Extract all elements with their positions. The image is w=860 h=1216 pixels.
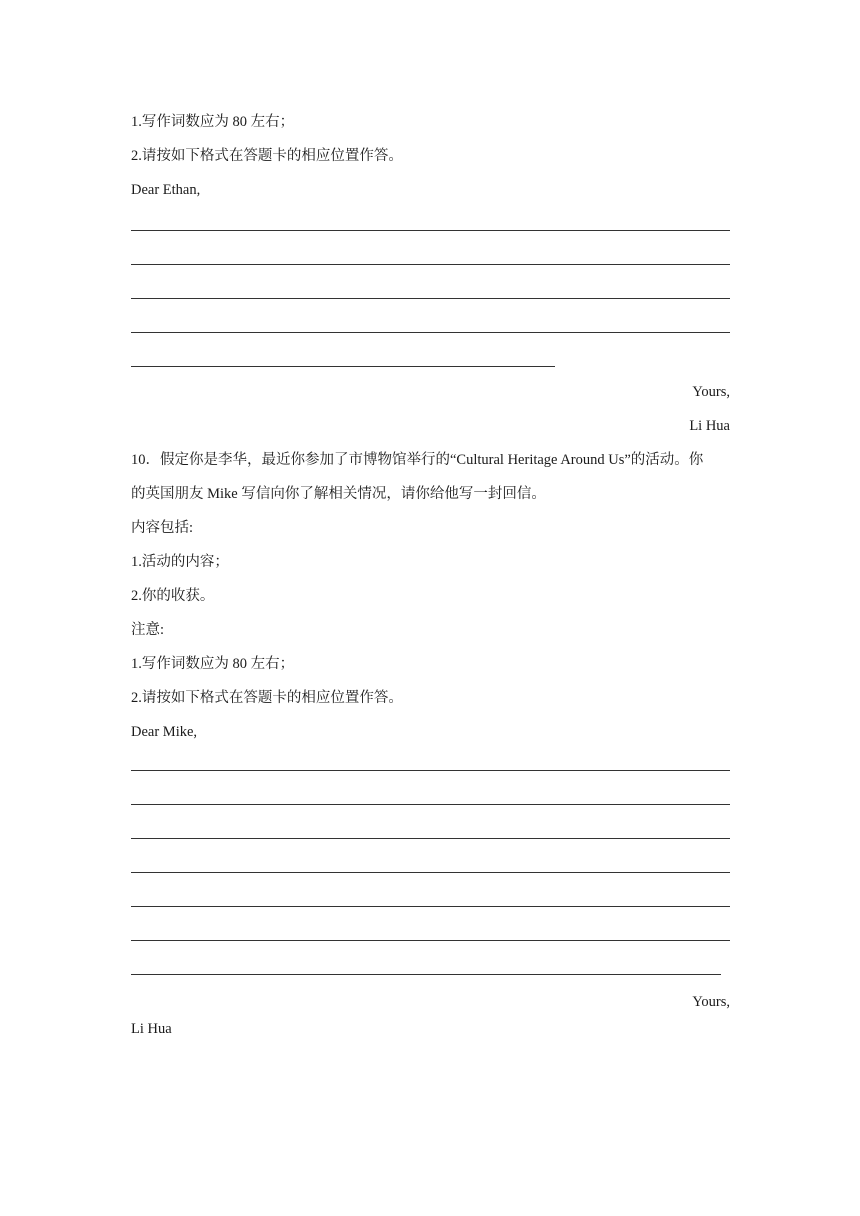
answer-line[interactable]: [131, 230, 730, 231]
answer-line[interactable]: [131, 366, 555, 367]
content-item: 2.你的收获。: [131, 588, 215, 604]
letter-signature: Li Hua: [689, 418, 730, 434]
answer-line[interactable]: [131, 332, 730, 333]
letter-closing: Yours,: [692, 994, 730, 1010]
answer-line[interactable]: [131, 770, 730, 771]
answer-line[interactable]: [131, 298, 730, 299]
answer-line[interactable]: [131, 838, 730, 839]
letter-signature: Li Hua: [131, 1021, 172, 1037]
question-prompt: 10．假定你是李华，最近你参加了市博物馆举行的“Cultural Heritage Around Us”的活动。你: [131, 452, 704, 468]
content-item: 1.活动的内容；: [131, 554, 229, 570]
notes-heading: 注意:: [131, 622, 165, 638]
word-count-note: 1.写作词数应为 80 左右；: [131, 114, 295, 130]
answer-line[interactable]: [131, 804, 730, 805]
format-note: 2.请按如下格式在答题卡的相应位置作答。: [131, 148, 403, 164]
word-count-note: 1.写作词数应为 80 左右；: [131, 656, 295, 672]
answer-line[interactable]: [131, 906, 730, 907]
letter-closing: Yours,: [692, 384, 730, 400]
answer-line[interactable]: [131, 974, 721, 975]
answer-line[interactable]: [131, 872, 730, 873]
letter-greeting: Dear Ethan,: [131, 182, 201, 198]
answer-line[interactable]: [131, 264, 730, 265]
letter-greeting: Dear Mike,: [131, 724, 198, 740]
answer-line[interactable]: [131, 940, 730, 941]
content-heading: 内容包括:: [131, 520, 194, 536]
format-note: 2.请按如下格式在答题卡的相应位置作答。: [131, 690, 403, 706]
question-prompt-continued: 的英国朋友 Mike 写信向你了解相关情况，请你给他写一封回信。: [131, 486, 546, 502]
